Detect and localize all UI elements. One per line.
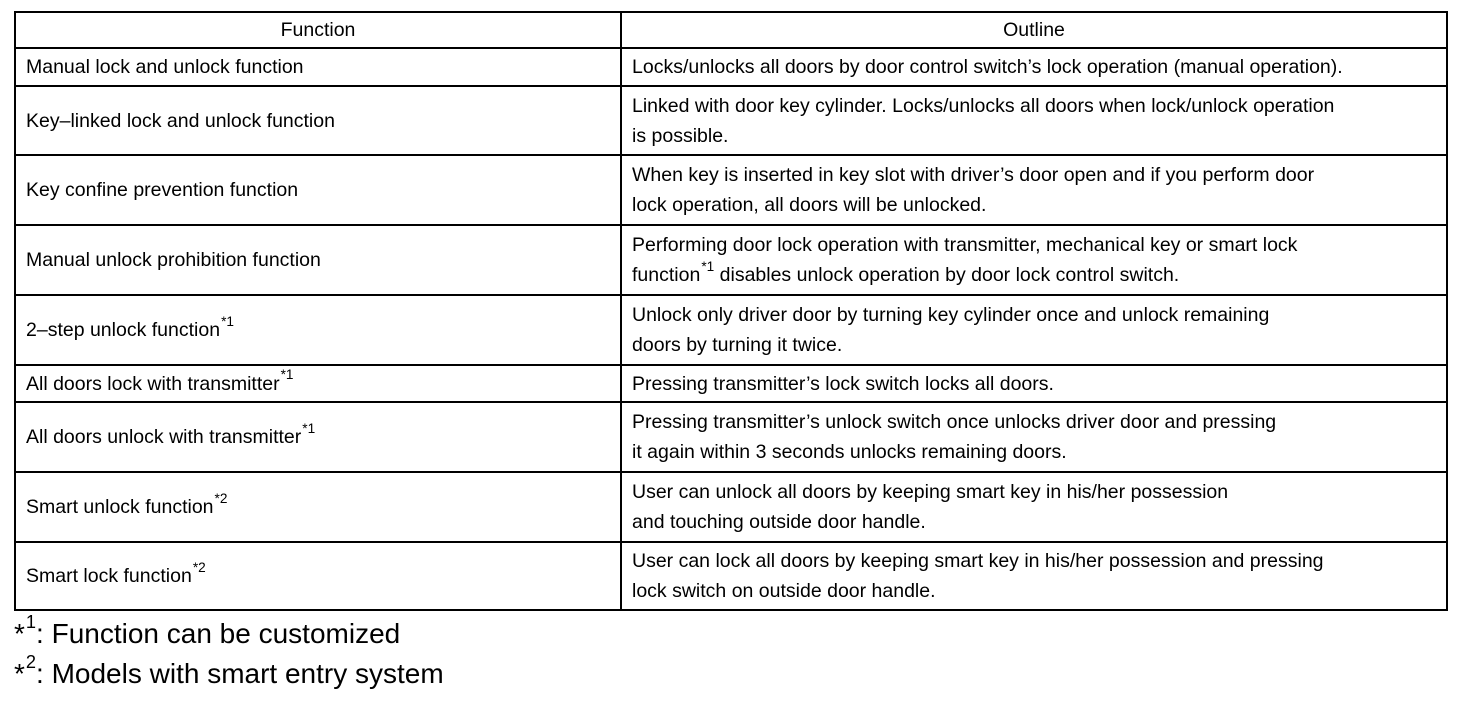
outline-cell [621, 542, 1447, 610]
outline-line: is possible. [632, 124, 729, 147]
footnote-mark: *1 [280, 367, 294, 383]
function-name: All doors lock with transmitter [26, 372, 280, 395]
outline-cell [621, 86, 1447, 155]
table-row [15, 225, 1447, 295]
footnote-2 [14, 654, 444, 694]
outline-cell [621, 365, 1447, 402]
table-row [15, 295, 1447, 365]
outline-line: Unlock only driver door by turning key cylinder once and unlock remaining [632, 304, 1270, 326]
outline-line: lock switch on outside door handle. [632, 580, 936, 602]
footnote-mark: *1 [701, 258, 715, 274]
function-name: Manual lock and unlock function [26, 56, 304, 78]
function-name: Smart unlock function [26, 496, 214, 518]
outline-line: User can unlock all doors by keeping smart key in his/her possession [632, 481, 1229, 503]
footnote-star: * [14, 658, 25, 689]
function-name: Smart lock function [26, 565, 192, 587]
outline-line: and touching outside door handle. [632, 511, 926, 533]
footnote-number: 2 [25, 652, 37, 673]
function-name: All doors unlock with transmitter [26, 426, 302, 448]
outline-cell [621, 155, 1447, 225]
footnote-number: 1 [25, 612, 37, 633]
outline-cell [621, 472, 1447, 542]
outline-line: disables unlock operation by door lock control switch. [714, 264, 1180, 286]
footnote-mark: *1 [302, 420, 316, 436]
outline-line: doors by turning it twice. [632, 334, 843, 356]
function-name: Manual unlock prohibition function [26, 249, 321, 271]
outline-cell [621, 48, 1447, 86]
footnote-1 [14, 614, 444, 654]
function-cell [15, 472, 621, 542]
column-header-outline: Outline [621, 12, 1447, 48]
outline-line: Pressing transmitter’s lock switch locks all doors. [632, 372, 1054, 395]
function-cell [15, 48, 621, 86]
outline-line: When key is inserted in key slot with driver’s door open and if you perform door [632, 164, 1315, 186]
function-cell [15, 295, 621, 365]
function-name: Key confine prevention function [26, 179, 299, 201]
function-name: 2–step unlock function [26, 319, 221, 341]
footnote-mark: *1 [221, 313, 234, 329]
table-row [15, 365, 1447, 402]
outline-line: function [632, 264, 701, 286]
outline-line: Pressing transmitter’s unlock switch once unlocks driver door and pressing [632, 411, 1277, 433]
outline-cell [621, 402, 1447, 472]
function-cell [15, 402, 621, 472]
footnote-text: : Models with smart entry system [36, 658, 444, 689]
outline-line: it again within 3 seconds unlocks remaining doors. [632, 441, 1067, 463]
table-row [15, 542, 1447, 610]
outline-cell [621, 295, 1447, 365]
function-cell [15, 86, 621, 155]
footnote-mark: *2 [192, 559, 206, 575]
outline-line: Performing door lock operation with transmitter, mechanical key or smart lock [632, 234, 1298, 256]
table-row [15, 155, 1447, 225]
footnote-star: * [14, 618, 25, 649]
table-header-row [15, 12, 1447, 48]
function-name: Key–linked lock and unlock function [26, 109, 335, 132]
function-cell [15, 542, 621, 610]
function-cell [15, 155, 621, 225]
table-row [15, 86, 1447, 155]
outline-line: User can lock all doors by keeping smart key in his/her possession and pressing [632, 550, 1324, 572]
function-outline-table [14, 11, 1448, 611]
outline-line: lock operation, all doors will be unlocked. [632, 194, 987, 216]
outline-line: Locks/unlocks all doors by door control switch’s lock operation (manual operation). [632, 56, 1343, 78]
function-cell [15, 365, 621, 402]
table-row [15, 48, 1447, 86]
footnotes [14, 614, 444, 694]
outline-line: Linked with door key cylinder. Locks/unlocks all doors when lock/unlock operation [632, 94, 1335, 117]
footnote-mark: *2 [214, 490, 228, 506]
footnote-text: : Function can be customized [36, 618, 401, 649]
column-header-function: Function [15, 12, 621, 48]
table-row [15, 472, 1447, 542]
table-row [15, 402, 1447, 472]
function-cell [15, 225, 621, 295]
outline-cell [621, 225, 1447, 295]
